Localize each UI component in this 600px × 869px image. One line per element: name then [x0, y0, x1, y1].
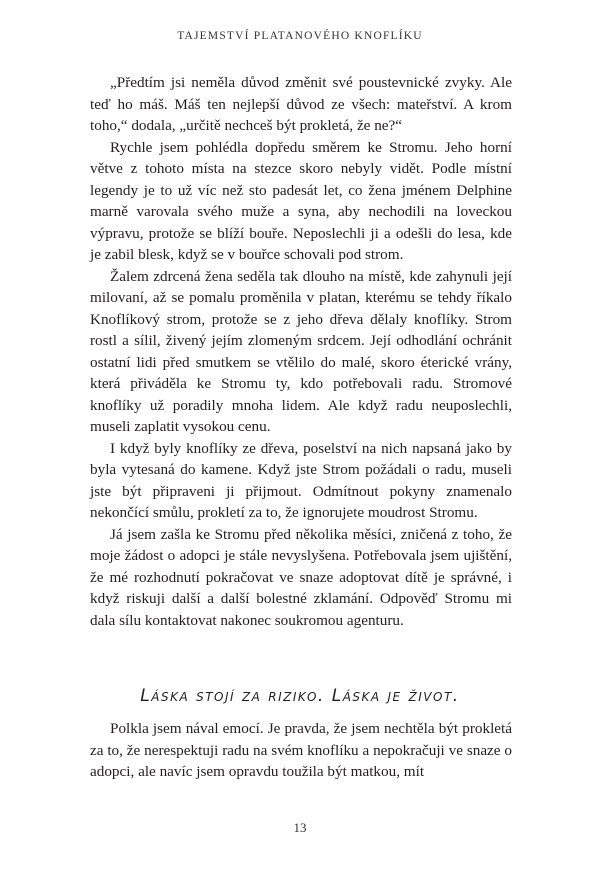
running-head: TAJEMSTVÍ PLATANOVÉHO KNOFLÍKU — [177, 30, 423, 42]
button-motto: Láska stojí za riziko. Láska je život. — [140, 686, 460, 706]
paragraph: Žalem zdrcená žena seděla tak dlouho na místě, kde zahynuli její milovaní, až se pomalu proměnila v platan, kterému se tehdy říkalo Knoflíkový strom, protože se z jeho dřeva dělaly knoflíky. Strom rostl a sílil, živený jejím zlomeným srdcem. Její odhodlání ochránit ostatní lidi před smutkem se vtělilo do malé, skoro éterické vrány, která přiváděla ke Stromu ty, kdo potřebovali radu. Stromové knoflíky už poradily mnoha lidem. Ale když radu neuposlechli, museli zaplatit vysokou cenu. — [90, 267, 512, 435]
paragraph: Já jsem zašla ke Stromu před několika měsíci, zničená z toho, že moje žádost o adopci je stále nevyslyšena. Potřebovala jsem ujištění, že mé rozhodnutí pokračovat ve snaze adoptovat dítě je správné, i když riskuji další a další bolestné zklamání. Odpověď Stromu mi dala sílu kontaktovat nakonec soukromou agenturu. — [90, 525, 512, 629]
paragraph: Rychle jsem pohlédla dopředu směrem ke Stromu. Jeho horní větve z tohoto místa na stezce skoro nebyly vidět. Podle místní legendy je to už víc než sto padesát let, co žena jménem Delphine marně varovala svého muže a syna, aby nechodili na loveckou výpravu, protože se blíží bouře. Neposlechli ji a odešli do lesa, kde je zabil blesk, když se v bouřce schovali pod strom. — [90, 138, 512, 263]
paragraph: „Předtím jsi neměla důvod změnit své poustevnické zvyky. Ale teď ho máš. Máš ten nejlepší důvod ze všech: mateřství. A krom toho,“ dodala, „určitě nechceš být prokletá, že ne?“ — [90, 74, 512, 134]
body-text — [90, 72, 512, 631]
body-text-continued — [90, 718, 512, 783]
paragraph: Polkla jsem nával emocí. Je pravda, že jsem nechtěla být prokletá za to, že nerespektuji radu na svém knoflíku a nepokračuji ve snaze o adopci, ale navíc jsem opravdu toužila být matkou, mít — [90, 720, 512, 780]
paragraph: I když byly knoflíky ze dřeva, poselství na nich napsaná jako by byla vytesaná do kamene. Když jste Strom požádali o radu, museli jste být připraveni ji přijmout. Odmítnout pokyny znamenalo nekončící smůlu, prokletí za to, že ignorujete moudrost Stromu. — [90, 439, 512, 521]
page-number: 13 — [293, 820, 307, 835]
